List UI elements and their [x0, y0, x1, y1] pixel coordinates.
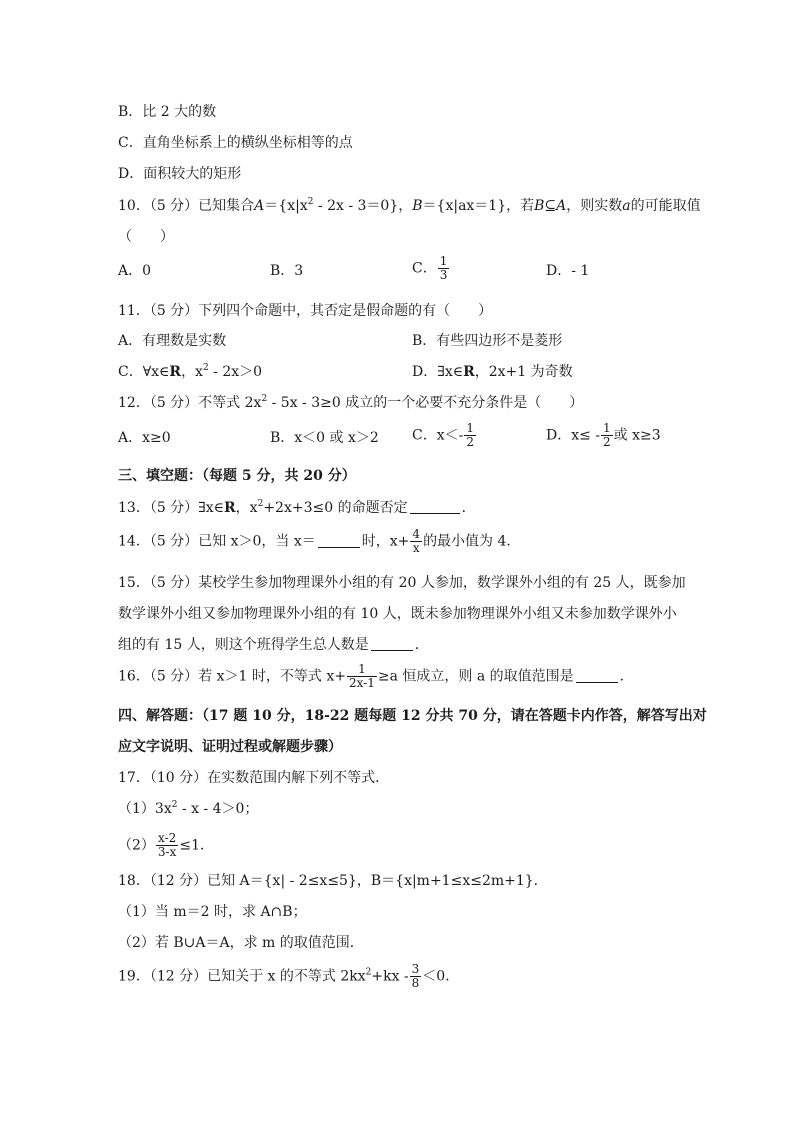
q18-part-2: （2）若 B∪A＝A，求 m 的取值范围． [118, 935, 364, 951]
q9-option-d: D．面积较大的矩形 [118, 166, 242, 182]
q14-stem: 14．（5 分）已知 x＞0，当 x＝ 时，x+ $\frac{4}{x}$ 的最小值为 4． [118, 527, 521, 555]
section-4-heading-line-1: 四、解答题：（17 题 10 分，18-22 题每题 12 分共 70 分，请在答题卡内作答，解答写出对 [118, 708, 707, 724]
q17-part-2: （2） $\frac{x-2}{3-x}$ ≤1． [118, 831, 215, 859]
q11-option-a: A．有理数是实数 [118, 333, 227, 349]
q11-option-c: C．∀x∈R，$x^2 - 2x>0$ [118, 363, 263, 380]
q10-option-b: B．3 [270, 263, 304, 279]
q13-stem: 13．（5 分）∃x∈R，$x^2+2x+3\le 0$ 的命题否定 ． [118, 499, 476, 516]
q16-answer-blank [576, 668, 618, 683]
section-4-heading-line-2: 应文字说明、证明过程或解题步骤） [118, 739, 342, 755]
q14-answer-blank [318, 533, 360, 548]
q10-option-d: D．- 1 [546, 263, 590, 279]
q19-stem: 19．（12 分）已知关于 x 的不等式 $2kx^2+kx$ - $\frac{3}{8}$ ＜0． [118, 962, 460, 990]
q10-answer-paren: （ ） [118, 229, 174, 245]
q15-line-3: 组的有 15 人，则这个班得学生总人数是 ． [118, 637, 429, 653]
q18-part-1: （1）当 m＝2 时，求 A∩B； [118, 904, 307, 920]
q11-option-d: D．∃x∈R，2x+1 为奇数 [412, 364, 573, 380]
q16-stem: 16．（5 分）若 x＞1 时，不等式 x+ $\frac{1}{2x-1}$ ≥a 恒成立，则 a 的取值范围是 ． [118, 662, 634, 690]
q12-option-a: A．x≥0 [118, 430, 171, 446]
q18-stem: 18．（12 分）已知 A＝{x| - 2≤x≤5}，B＝{x|m+1≤x≤2m+1}． [118, 873, 548, 889]
q15-line-1: 15．（5 分）某校学生参加物理课外小组的有 20 人参加，数学课外小组的有 25 人，既参加 [118, 575, 686, 591]
q17-part-1: $(1)3x^2 - x - 4>0$； [118, 800, 259, 817]
section-3-heading: 三、填空题：（每题 5 分，共 20 分） [118, 468, 356, 484]
q12-stem: 12．（5 分）不等式 $2x^2 - 5x - 3\ge 0$ 成立的一个必要不充分条件是（ ） [118, 394, 584, 411]
q12-option-c: C．x＜- $\frac{1}{2}$ [412, 421, 474, 449]
q10-option-a: A．0 [118, 263, 152, 279]
q11-stem: 11．（5 分）下列四个命题中，其否定是假命题的有（ ） [118, 303, 493, 319]
q10-option-c: C． $\frac{1}{3}$ [412, 254, 448, 282]
q9-option-b: B．比 2 大的数 [118, 104, 217, 120]
q9-option-c: C．直角坐标系上的横纵坐标相等的点 [118, 135, 353, 151]
q10-stem: 10．（5 分）已知集合$A=\{x|x^2 - 2x - 3=0\}$，B＝{x|ax＝1}，若B⊆A，则实数a的可能取值 [118, 197, 701, 214]
q15-line-2: 数学课外小组又参加物理课外小组的有 10 人，既未参加物理课外小组又未参加数学课外小 [118, 606, 677, 622]
q11-option-b: B．有些四边形不是菱形 [412, 333, 563, 349]
q17-stem: 17．（10 分）在实数范围内解下列不等式． [118, 770, 390, 786]
q12-option-d: D．x≤ - $\frac{1}{2}$ 或 x≥3 [546, 421, 661, 449]
q13-answer-blank [410, 499, 460, 514]
q12-option-b: B．x＜0 或 x＞2 [270, 430, 379, 446]
q15-answer-blank [371, 636, 413, 651]
